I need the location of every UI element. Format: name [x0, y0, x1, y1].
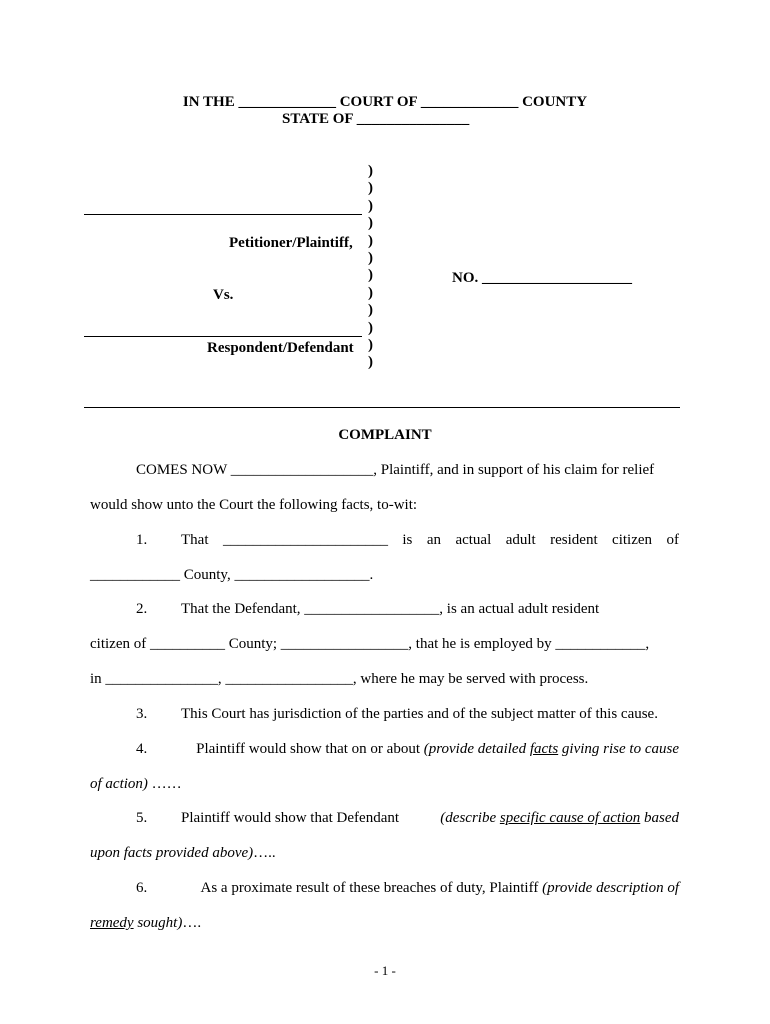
- paren: ): [368, 267, 373, 284]
- para-6-line-2: [90, 915, 201, 932]
- versus-label: Vs.: [213, 287, 234, 303]
- italic-text: giving rise to cause: [558, 741, 679, 757]
- text: As a proximate result of these breaches of duty, Plaintiff: [200, 880, 543, 896]
- intro-line-2: would show unto the Court the following facts, to-wit:: [90, 497, 418, 513]
- italic-text: based: [640, 810, 679, 826]
- paren: ): [368, 336, 373, 353]
- para-3-number: 3.: [136, 706, 148, 722]
- paren: ): [368, 232, 373, 249]
- case-number: NO. ____________________: [452, 270, 632, 286]
- page-number: - 1 -: [374, 963, 396, 978]
- respondent-name-line: [84, 336, 362, 337]
- underlined-text: remedy: [90, 915, 134, 931]
- underlined-text: facts: [529, 741, 559, 757]
- para-1-line-1: [181, 532, 679, 549]
- paren: ): [368, 354, 373, 371]
- para-2-line-3: in _______________, _________________, where he may be served with process.: [90, 671, 589, 687]
- text: …..: [253, 845, 276, 861]
- text: ……: [147, 776, 182, 792]
- para-3-text: This Court has jurisdiction of the parties and of the subject matter of this cause.: [181, 706, 658, 722]
- para-5-plain: [181, 810, 440, 827]
- word: actual: [455, 532, 492, 548]
- word: citizen: [612, 532, 653, 548]
- para-1-line-2: ____________ County, __________________.: [90, 567, 374, 583]
- text: Plaintiff would show that Defendant: [181, 810, 400, 826]
- caption-divider: [84, 407, 680, 408]
- italic-text: upon facts provided above): [90, 845, 254, 861]
- caption-paren-column: [368, 163, 380, 372]
- para-4-number: 4.: [136, 741, 148, 757]
- petitioner-label: Petitioner/Plaintiff,: [229, 235, 353, 251]
- court-line: IN THE _____________ COURT OF _____________ COUNTY: [182, 94, 588, 110]
- state-line: STATE OF _______________: [282, 111, 470, 127]
- word: adult: [505, 532, 536, 548]
- word: resident: [550, 532, 598, 548]
- para-2-number: 2.: [136, 601, 148, 617]
- word: That: [181, 532, 209, 548]
- intro-line-1: COMES NOW ___________________, Plaintiff, and in support of his claim for relief: [136, 462, 655, 478]
- paren: ): [368, 249, 373, 266]
- blank: ______________________: [222, 532, 388, 548]
- para-6-line-1: [181, 880, 679, 897]
- word: is: [402, 532, 413, 548]
- italic-text: sought): [133, 915, 183, 931]
- para-2-line-2: citizen of __________ County; _________________, that he is employed by ____________,: [90, 636, 650, 652]
- italic-text: (describe: [440, 810, 500, 826]
- para-4-line-2: [90, 776, 182, 793]
- para-4-line-1: [181, 741, 679, 758]
- italic-text: (provide detailed: [423, 741, 530, 757]
- para-5-line-1: [181, 810, 679, 827]
- word: an: [426, 532, 441, 548]
- para-6-number: 6.: [136, 880, 148, 896]
- para-5-line-2: [90, 845, 276, 862]
- paren: ): [368, 302, 373, 319]
- paren: ): [368, 284, 373, 301]
- paren: ): [368, 197, 373, 214]
- paren: ): [368, 163, 373, 179]
- italic-text: (provide description of: [542, 880, 679, 896]
- italic-text: of action): [90, 776, 148, 792]
- word: of: [666, 532, 679, 548]
- para-1-number: 1.: [136, 532, 148, 548]
- paren: ): [368, 215, 373, 232]
- respondent-label: Respondent/Defendant: [207, 340, 354, 356]
- petitioner-name-line: [84, 214, 362, 215]
- para-5-number: 5.: [136, 810, 148, 826]
- para-5-emph: [440, 810, 679, 827]
- text: Plaintiff would show that on or about: [196, 741, 424, 757]
- paren: ): [368, 180, 373, 197]
- document-title: COMPLAINT: [338, 427, 432, 443]
- paren: ): [368, 319, 373, 336]
- underlined-text: specific cause of action: [499, 810, 641, 826]
- text: ….: [182, 915, 202, 931]
- para-2-line-1: That the Defendant, __________________, is an actual adult resident: [181, 601, 600, 617]
